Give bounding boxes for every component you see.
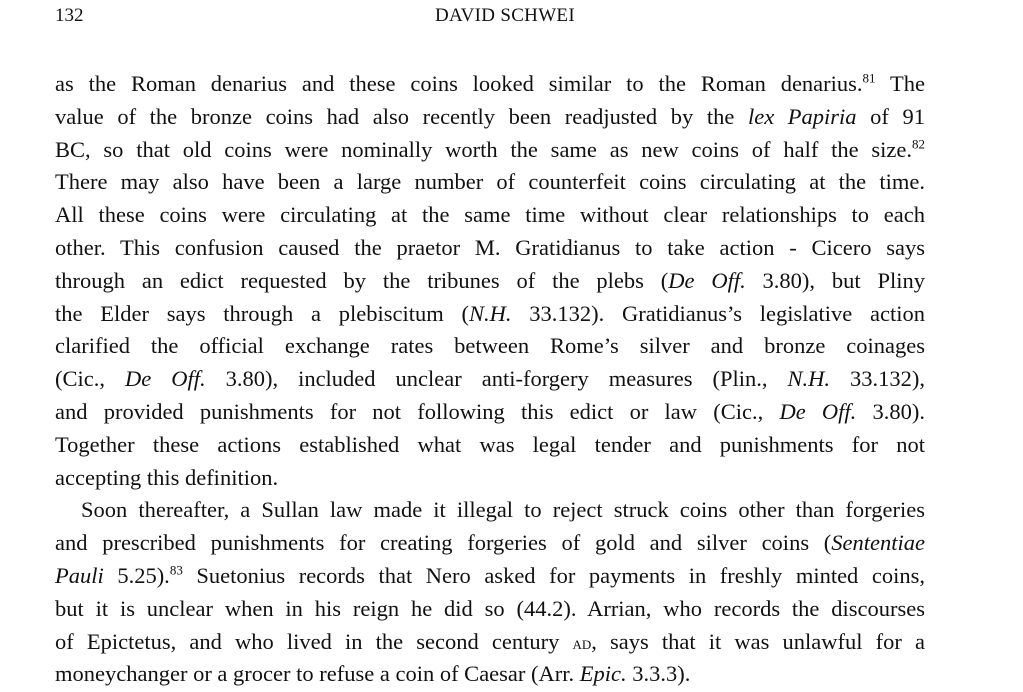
- author-running-title: DAVID SCHWEI: [435, 5, 575, 26]
- footnote-ref-82: 82: [912, 136, 925, 152]
- paragraph-1-line-4: There may also have been a large number of counterfeit coins circulating at the time.: [55, 169, 925, 195]
- paragraph-1-line-8: the Elder says through a plebiscitum (N.H. 33.132). Gratidianus’s legislative action: [55, 300, 926, 326]
- paragraph-1-line-2: value of the bronze coins had also recently been readjusted by the lex Papiria of 91: [55, 103, 925, 129]
- paragraph-1-line-5: All these coins were circulating at the same time without clear relationships to each: [55, 202, 925, 228]
- body-text: [55, 68, 925, 691]
- paragraph-1-line-10: (Cic., De Off. 3.80), included unclear anti-forgery measures (Plin., N.H. 33.132),: [55, 366, 925, 392]
- paragraph-1-line-12: Together these actions established what was legal tender and punishments for not: [55, 431, 925, 457]
- paragraph-1-line-3: BC, so that old coins were nominally worth the same as new coins of half the size.$^{82}$: [55, 136, 925, 162]
- paragraph-1-line-11: and provided punishments for not following this edict or law (Cic., De Off. 3.80).: [55, 398, 925, 424]
- paragraph-2-line-4: but it is unclear when in his reign he did so (44.2). Arrian, who records the discourses: [55, 595, 925, 621]
- paragraph-2-line-2: and prescribed punishments for creating forgeries of gold and silver coins (Sententiae: [55, 530, 925, 556]
- paragraph-2-line-6: moneychanger or a grocer to refuse a coin of Caesar (Arr. Epic. 3.3.3).: [55, 661, 691, 687]
- paragraph-2-line-5: of Epictetus, and who lived in the second century ad, says that it was unlawful for a: [55, 628, 925, 654]
- era-abbreviation: ad: [572, 632, 592, 654]
- paragraph-2-line-3: Pauli 5.25).$^{83}$ Suetonius records that Nero asked for payments in freshly minted coins,: [55, 562, 925, 588]
- paragraph-1-line-13: accepting this definition.: [55, 464, 279, 490]
- footnote-ref-83: 83: [169, 562, 183, 578]
- paragraph-1-line-6: other. This confusion caused the praetor M. Gratidianus to take action - Cicero says: [55, 234, 925, 260]
- running-head: [55, 5, 955, 29]
- footnote-ref-81: 81: [862, 70, 876, 86]
- paragraph-2-line-1: Soon thereafter, a Sullan law made it illegal to reject struck coins other than forgeries: [81, 497, 925, 523]
- paragraph-1-line-7: through an edict requested by the tribunes of the plebs (De Off. 3.80), but Pliny: [55, 267, 925, 293]
- paragraph-1-line-9: clarified the official exchange rates between Rome’s silver and bronze coinages: [55, 333, 925, 359]
- paragraph-1-line-1: as the Roman denarius and these coins looked similar to the Roman denarius.$^{81}$ The: [55, 70, 925, 96]
- page-number: 132: [55, 5, 84, 26]
